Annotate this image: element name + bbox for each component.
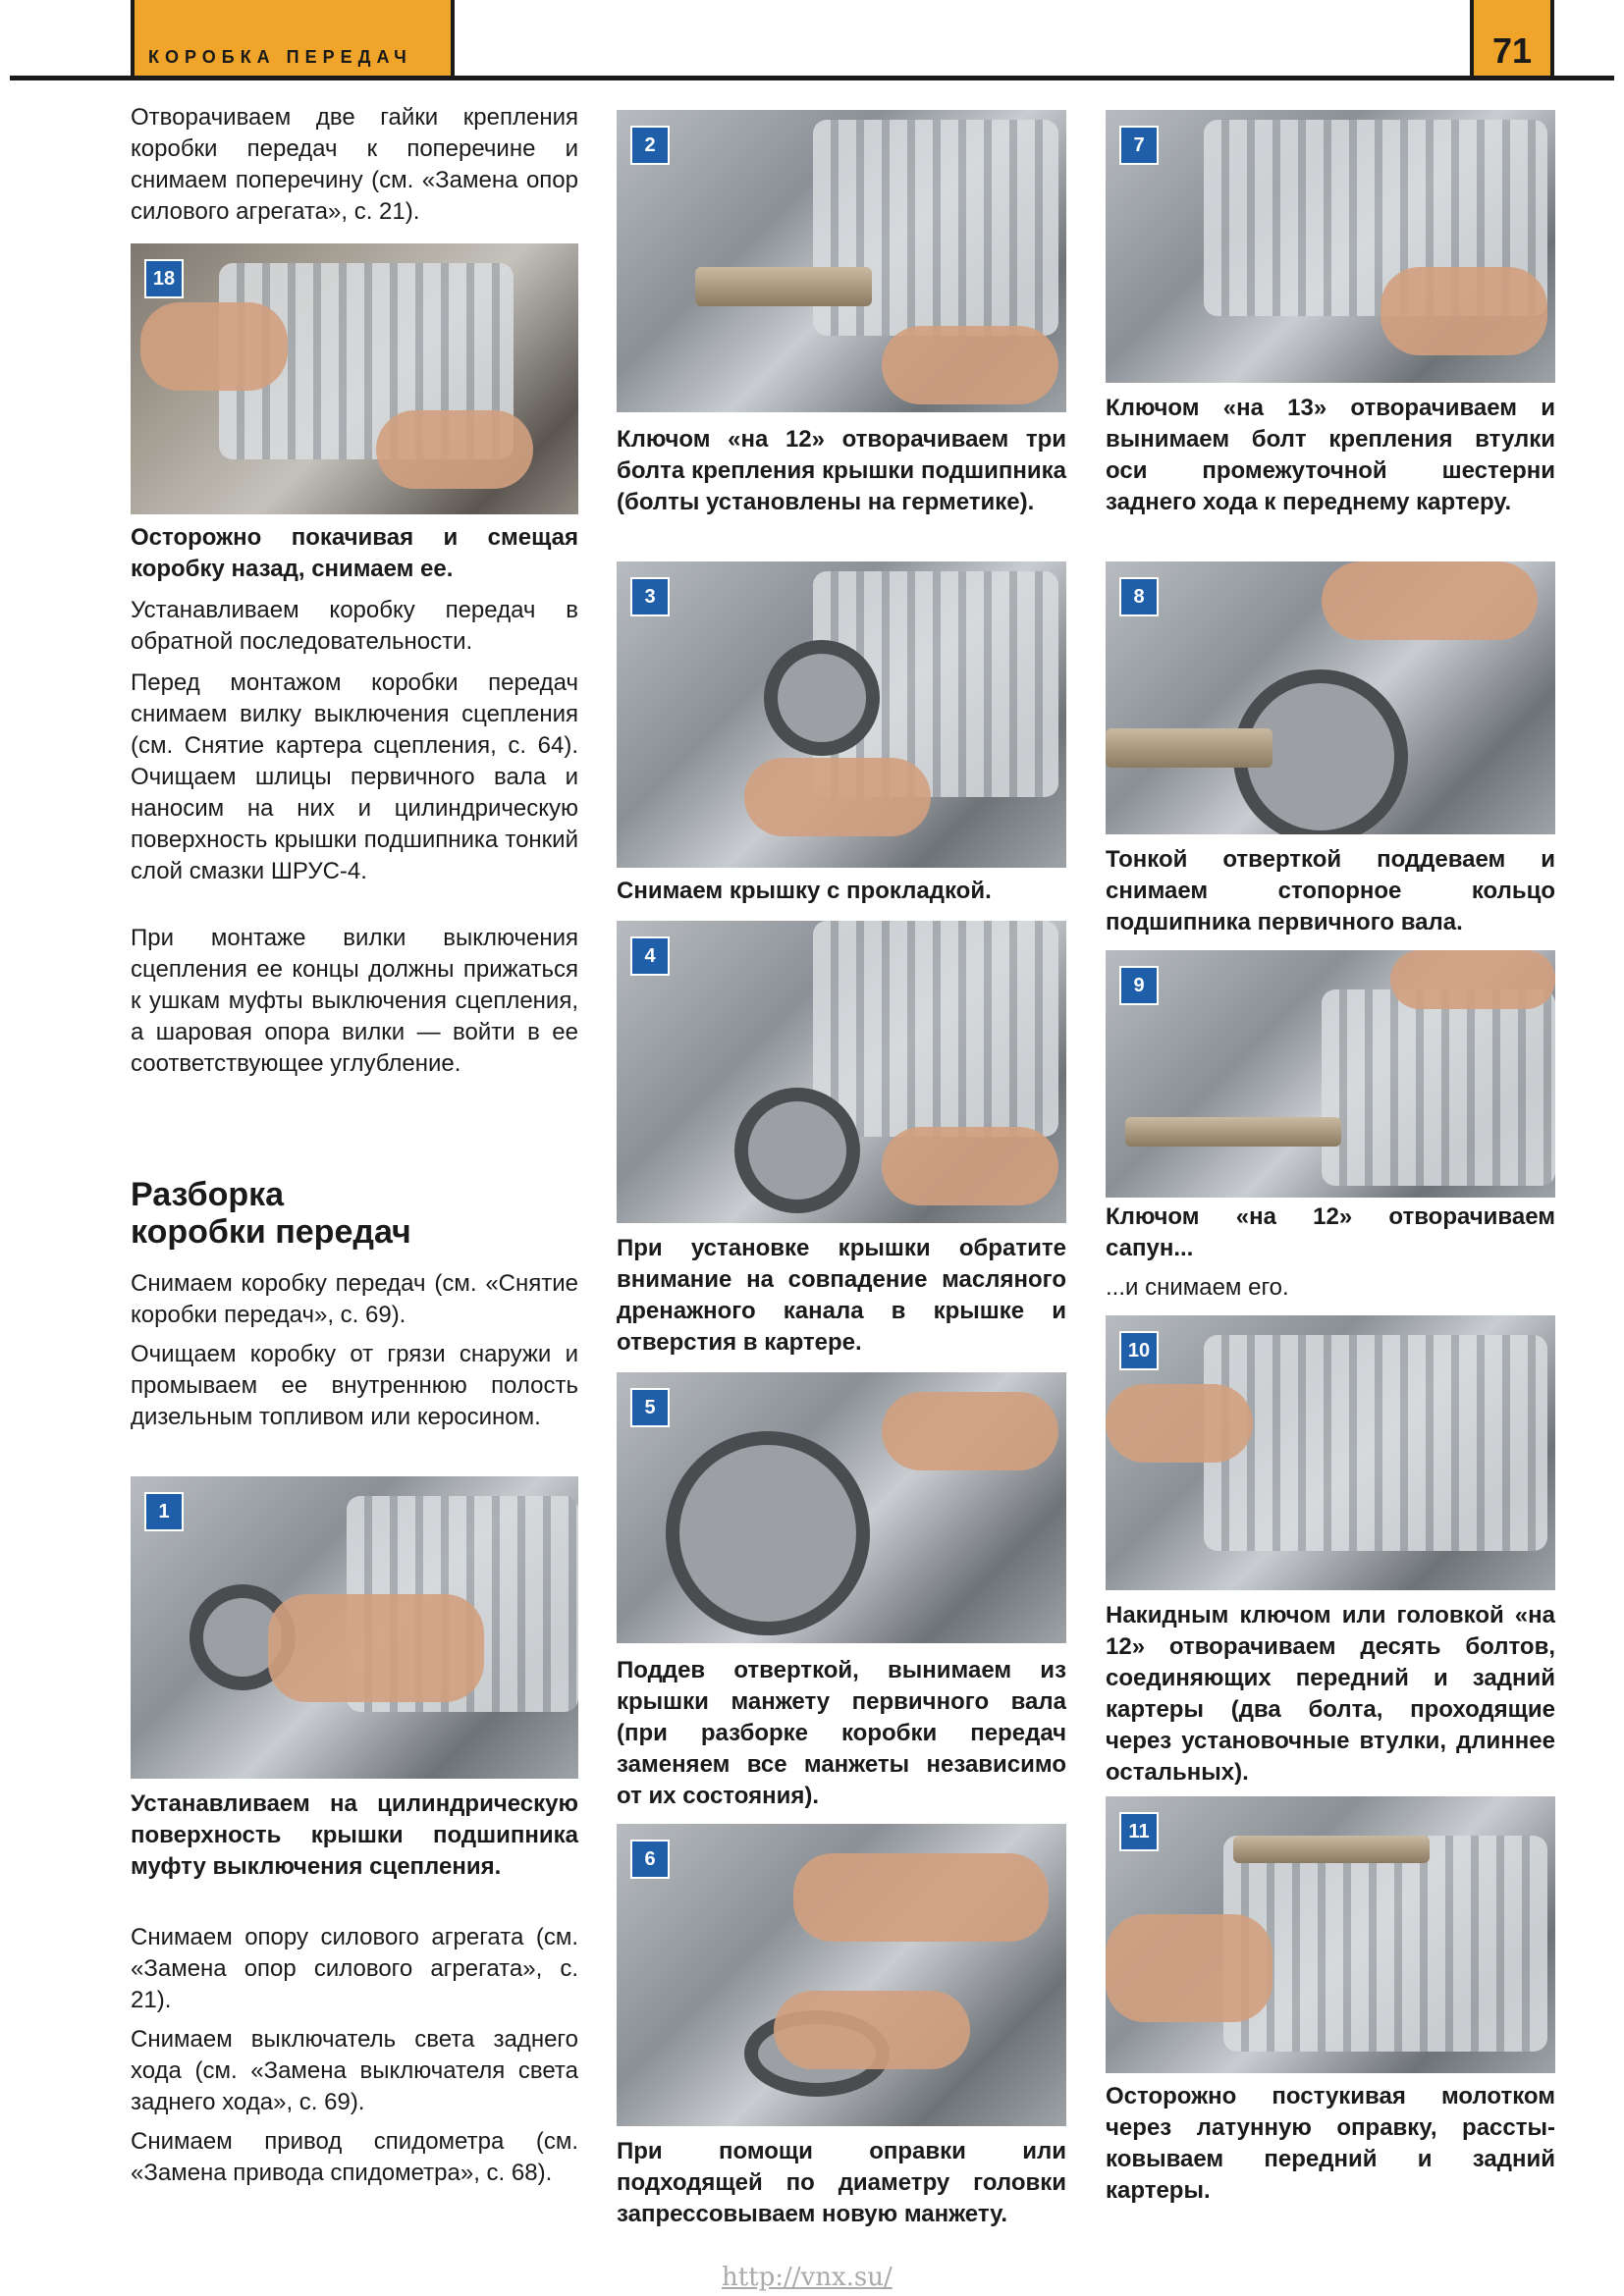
- caption-9-continued: ...и снимаем его.: [1106, 1274, 1289, 1301]
- hand-shape: [793, 1853, 1049, 1942]
- hand-shape: [882, 1392, 1058, 1470]
- photo-10: [1106, 1315, 1555, 1590]
- caption-4: При установке крышки обратите внимание на совпадение масляного дренажного канала в крышке и отверстия в картере.: [617, 1235, 1066, 1356]
- paragraph-remove-crossmember: Отворачиваем две гайки крепления коробки передач к поперечине и снимаем поперечину (см. «Замена опор силового агрегата», с. 21).: [131, 104, 578, 225]
- photo-5: [617, 1372, 1066, 1643]
- gearbox-shape: [1223, 1836, 1547, 2052]
- paragraph-remove-mount: Снимаем опору силового агрегата (см. «Замена опор силового агрегата», с. 21).: [131, 1924, 578, 2013]
- paragraph-remove-speedometer: Снимаем привод спидометра (см. «Замена привода спидометра», с. 68).: [131, 2128, 578, 2186]
- gearbox-shape: [813, 921, 1058, 1137]
- caption-1: Устанавливаем на цилиндрическую поверхность крышки подшипника муфту выключения сцепления.: [131, 1790, 578, 1880]
- bearing-cover-shape: [666, 1431, 870, 1635]
- heading-line-1: Разборка: [131, 1176, 285, 1213]
- hand-shape: [140, 302, 288, 391]
- photo-badge: 5: [630, 1388, 670, 1427]
- hand-shape: [268, 1594, 484, 1702]
- photo-9: [1106, 950, 1555, 1198]
- footer-link[interactable]: http://vnx.su/: [722, 2263, 893, 2292]
- page-number: 71: [1491, 30, 1533, 71]
- photo-8: [1106, 561, 1555, 834]
- heading-line-2: коробки передач: [131, 1213, 411, 1251]
- photo-6: [617, 1824, 1066, 2126]
- photo-7: [1106, 110, 1555, 383]
- shaft-shape: [695, 267, 872, 306]
- hand-shape: [376, 410, 533, 489]
- hand-shape: [774, 1991, 970, 2069]
- paragraph-before-mounting: Перед монтажом коробки передач снимаем вилку выключения сцепления (см. Снятие картера сцепления, с. 64). Очищаем шлицы первичного вала и наносим на них и цилиндрическую поверхность крышки подшипника тонкий слой смазки ШРУС-4.: [131, 669, 578, 884]
- photo-3: [617, 561, 1066, 868]
- caption-11: Осторожно постукивая молотком через латунную оправку, расстыковываем передний и задний картеры.: [1106, 2083, 1555, 2204]
- photo-11: [1106, 1796, 1555, 2073]
- paragraph-remove-reverse-switch: Снимаем выключатель света заднего хода (см. «Замена выключателя света заднего хода», с. 69).: [131, 2026, 578, 2115]
- photo-4: [617, 921, 1066, 1223]
- hand-shape: [882, 326, 1058, 404]
- hand-shape: [1380, 267, 1547, 355]
- caption-7: Ключом «на 13» отворачиваем и вынимаем болт крепления втулки оси промежуточной шестерни заднего хода к переднему картеру.: [1106, 395, 1555, 515]
- paragraph-fork-mounting: При монтаже вилки выключения сцепления ее концы должны прижаться к ушкам муфты выключения сцепления, а шаровая опора вилки — войти в ее соответствующее углубление.: [131, 925, 578, 1077]
- photo-badge: 7: [1119, 126, 1159, 165]
- caption-8: Тонкой отверткой поддеваем и снимаем стопорное кольцо подшипника первичного вала.: [1106, 846, 1555, 935]
- header-rule: [10, 76, 1614, 80]
- hand-shape: [744, 758, 931, 836]
- caption-10: Накидным ключом или головкой «на 12» отворачиваем десять болтов, соединяющих передний и задний картеры (два болта, проходящие через установочные втулки, длиннее остальных).: [1106, 1602, 1555, 1786]
- gearbox-shape: [1322, 989, 1555, 1186]
- bearing-cover-shape: [764, 640, 880, 756]
- photo-badge: 6: [630, 1840, 670, 1879]
- section-header-tab: [131, 0, 455, 76]
- paragraph-remove-gearbox: Снимаем коробку передач (см. «Снятие коробки передач», с. 69).: [131, 1270, 578, 1328]
- hand-shape: [1106, 1914, 1272, 2022]
- caption-3: Снимаем крышку с прокладкой.: [617, 878, 992, 904]
- paragraph-clean-gearbox: Очищаем коробку от грязи снаружи и промываем ее внутреннюю полость дизельным топливом или керосином.: [131, 1341, 578, 1430]
- photo-18: [131, 243, 578, 514]
- photo-badge: 10: [1119, 1331, 1159, 1370]
- brass-drift-shape: [1233, 1836, 1430, 1863]
- caption-18: Осторожно покачивая и смещая коробку назад, снимаем ее.: [131, 524, 578, 582]
- caption-5: Поддев отверткой, вынимаем из крышки манжету первичного вала (при разборке коробки передач заменяем все манжеты независимо от их состояния).: [617, 1657, 1066, 1809]
- gearbox-shape: [1204, 1335, 1547, 1551]
- photo-badge: 11: [1119, 1812, 1159, 1851]
- photo-badge: 2: [630, 126, 670, 165]
- photo-badge: 1: [144, 1492, 184, 1531]
- photo-badge: 3: [630, 577, 670, 616]
- photo-1: [131, 1476, 578, 1779]
- photo-2: [617, 110, 1066, 412]
- section-title: КОРОБКА ПЕРЕДАЧ: [148, 47, 412, 67]
- paragraph-install: Устанавливаем коробку передач в обратной последовательности.: [131, 597, 578, 655]
- hand-shape: [1390, 950, 1555, 1009]
- page-number-box: [1470, 0, 1554, 76]
- photo-badge: 4: [630, 936, 670, 976]
- section-heading: [131, 1176, 578, 1251]
- shaft-shape: [1106, 728, 1272, 768]
- caption-9: Ключом «на 12» отворачиваем сапун...: [1106, 1203, 1555, 1261]
- photo-badge: 8: [1119, 577, 1159, 616]
- photo-badge: 9: [1119, 966, 1159, 1005]
- hand-shape: [1322, 561, 1538, 640]
- hand-shape: [882, 1127, 1058, 1205]
- bearing-cover-shape: [734, 1088, 860, 1213]
- shaft-shape: [1125, 1117, 1341, 1147]
- hand-shape: [1106, 1384, 1253, 1463]
- caption-2: Ключом «на 12» отворачиваем три болта крепления крышки подшипника (болты установлены на герметике).: [617, 426, 1066, 515]
- caption-6: При помощи оправки или подходящей по диаметру головки запрессовываем новую манжету.: [617, 2138, 1066, 2227]
- photo-badge: 18: [144, 259, 184, 298]
